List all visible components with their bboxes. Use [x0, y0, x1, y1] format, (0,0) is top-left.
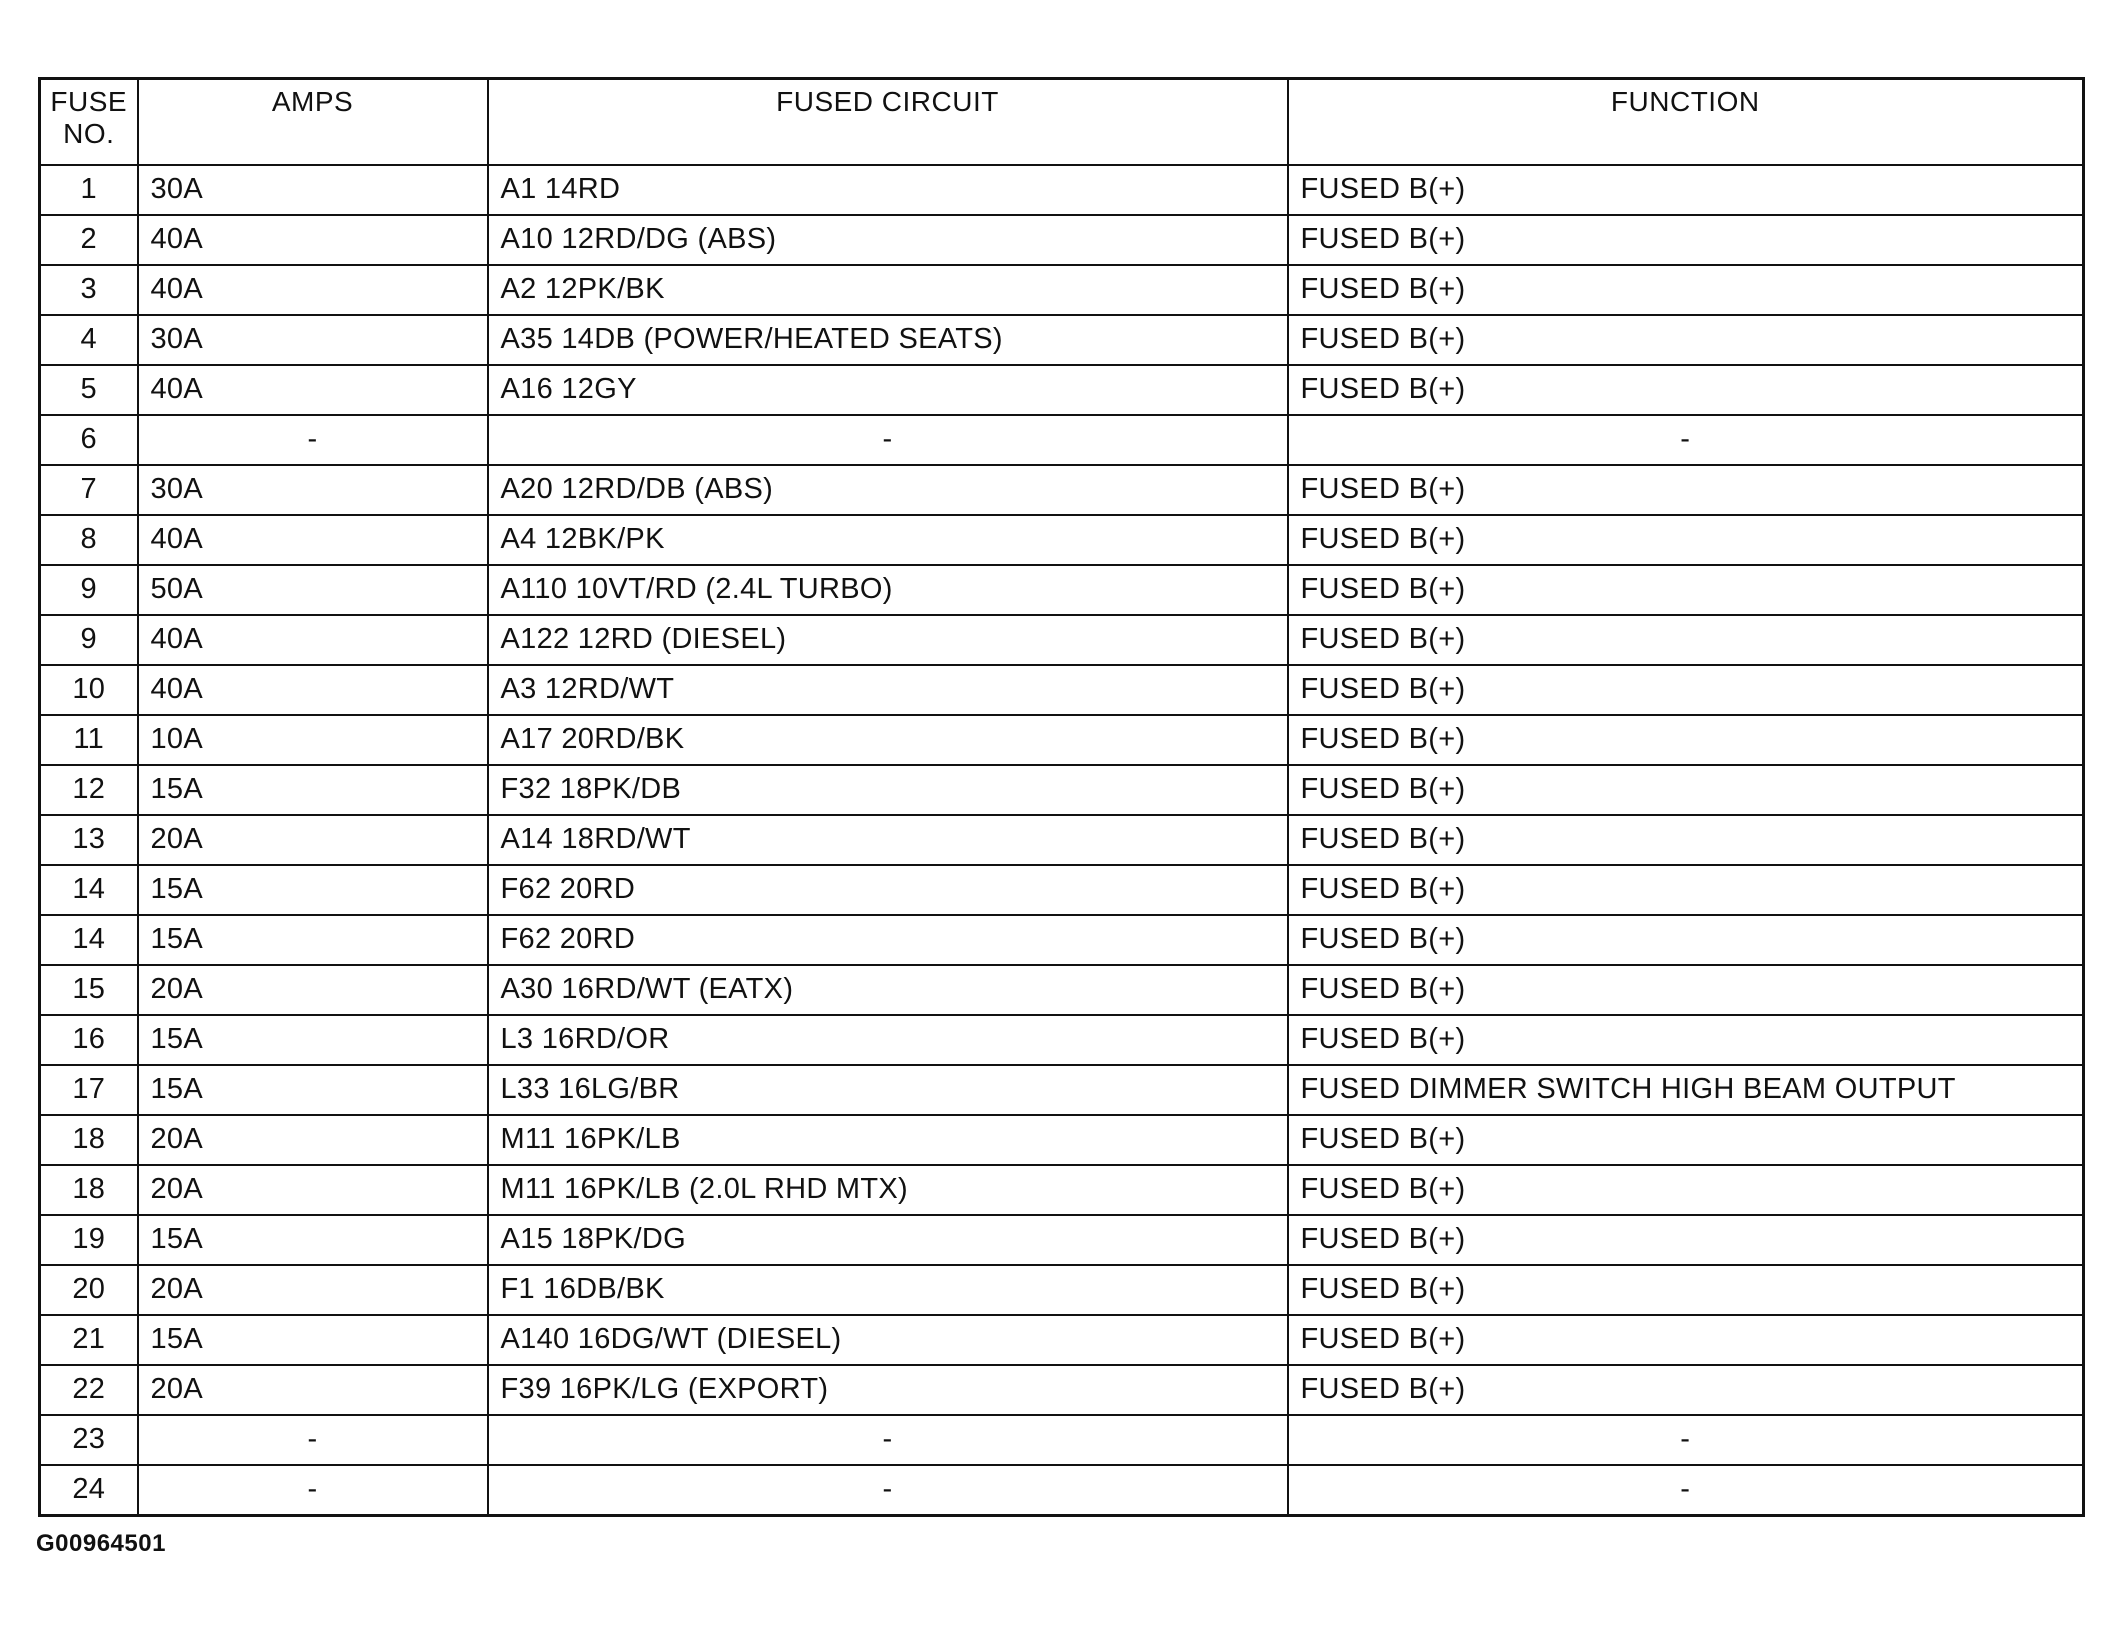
table-row	[40, 1365, 2084, 1415]
cell-fused-circuit: A122 12RD (DIESEL)	[488, 615, 1288, 665]
cell-fused-circuit: M11 16PK/LB (2.0L RHD MTX)	[488, 1165, 1288, 1215]
cell-function: FUSED B(+)	[1288, 465, 2084, 515]
cell-fuse-no: 14	[40, 865, 138, 915]
cell-fused-circuit: L33 16LG/BR	[488, 1065, 1288, 1115]
cell-fused-circuit: L3 16RD/OR	[488, 1015, 1288, 1065]
cell-fuse-no: 5	[40, 365, 138, 415]
cell-fused-circuit: F62 20RD	[488, 865, 1288, 915]
cell-fuse-no: 2	[40, 215, 138, 265]
cell-amps: 40A	[138, 615, 488, 665]
cell-amps: 15A	[138, 865, 488, 915]
cell-function: -	[1288, 415, 2084, 465]
cell-function: FUSED DIMMER SWITCH HIGH BEAM OUTPUT	[1288, 1065, 2084, 1115]
cell-function: FUSED B(+)	[1288, 1315, 2084, 1365]
cell-fuse-no: 6	[40, 415, 138, 465]
cell-fused-circuit: A15 18PK/DG	[488, 1215, 1288, 1265]
cell-function: FUSED B(+)	[1288, 615, 2084, 665]
cell-fused-circuit: A35 14DB (POWER/HEATED SEATS)	[488, 315, 1288, 365]
table-row	[40, 1215, 2084, 1265]
cell-fuse-no: 8	[40, 515, 138, 565]
cell-fuse-no: 3	[40, 265, 138, 315]
table-row	[40, 615, 2084, 665]
table-row	[40, 965, 2084, 1015]
table-row	[40, 1415, 2084, 1465]
cell-function: FUSED B(+)	[1288, 865, 2084, 915]
cell-amps: 20A	[138, 1165, 488, 1215]
cell-fused-circuit: A110 10VT/RD (2.4L TURBO)	[488, 565, 1288, 615]
table-row	[40, 815, 2084, 865]
header-amps: AMPS	[138, 79, 488, 166]
cell-fuse-no: 23	[40, 1415, 138, 1465]
cell-fused-circuit: A10 12RD/DG (ABS)	[488, 215, 1288, 265]
table-row	[40, 865, 2084, 915]
cell-function: FUSED B(+)	[1288, 965, 2084, 1015]
cell-amps: 40A	[138, 365, 488, 415]
table-row	[40, 715, 2084, 765]
cell-fuse-no: 20	[40, 1265, 138, 1315]
table-row	[40, 1465, 2084, 1516]
cell-amps: 15A	[138, 1065, 488, 1115]
cell-amps: 30A	[138, 315, 488, 365]
figure-id: G00964501	[36, 1530, 166, 1557]
cell-fused-circuit: A30 16RD/WT (EATX)	[488, 965, 1288, 1015]
cell-amps: 15A	[138, 915, 488, 965]
cell-function: -	[1288, 1465, 2084, 1516]
cell-fused-circuit: A17 20RD/BK	[488, 715, 1288, 765]
table-row	[40, 565, 2084, 615]
cell-amps: 15A	[138, 1215, 488, 1265]
cell-fuse-no: 22	[40, 1365, 138, 1415]
cell-amps: -	[138, 415, 488, 465]
cell-fuse-no: 19	[40, 1215, 138, 1265]
cell-amps: 15A	[138, 765, 488, 815]
cell-function: FUSED B(+)	[1288, 915, 2084, 965]
cell-fuse-no: 9	[40, 565, 138, 615]
cell-fuse-no: 9	[40, 615, 138, 665]
cell-amps: 20A	[138, 965, 488, 1015]
cell-fused-circuit: F32 18PK/DB	[488, 765, 1288, 815]
cell-fused-circuit: A1 14RD	[488, 165, 1288, 215]
cell-function: -	[1288, 1415, 2084, 1465]
cell-function: FUSED B(+)	[1288, 765, 2084, 815]
cell-fuse-no: 18	[40, 1165, 138, 1215]
cell-fuse-no: 18	[40, 1115, 138, 1165]
cell-amps: 15A	[138, 1015, 488, 1065]
table-header-row	[40, 79, 2084, 166]
table-row	[40, 165, 2084, 215]
cell-fused-circuit: -	[488, 1415, 1288, 1465]
cell-function: FUSED B(+)	[1288, 265, 2084, 315]
table-row	[40, 215, 2084, 265]
cell-fuse-no: 1	[40, 165, 138, 215]
cell-fused-circuit: A140 16DG/WT (DIESEL)	[488, 1315, 1288, 1365]
table-row	[40, 465, 2084, 515]
table-row	[40, 1115, 2084, 1165]
table-row	[40, 1315, 2084, 1365]
cell-fuse-no: 11	[40, 715, 138, 765]
cell-fused-circuit: F62 20RD	[488, 915, 1288, 965]
header-fuse-no: FUSE NO.	[40, 79, 138, 166]
table-body	[40, 165, 2084, 1516]
cell-amps: 15A	[138, 1315, 488, 1365]
table-row	[40, 765, 2084, 815]
cell-function: FUSED B(+)	[1288, 715, 2084, 765]
cell-amps: 20A	[138, 1265, 488, 1315]
cell-fused-circuit: A3 12RD/WT	[488, 665, 1288, 715]
cell-function: FUSED B(+)	[1288, 565, 2084, 615]
cell-function: FUSED B(+)	[1288, 815, 2084, 865]
cell-function: FUSED B(+)	[1288, 165, 2084, 215]
cell-fused-circuit: -	[488, 415, 1288, 465]
cell-amps: 20A	[138, 815, 488, 865]
cell-amps: 10A	[138, 715, 488, 765]
cell-fuse-no: 21	[40, 1315, 138, 1365]
cell-amps: -	[138, 1465, 488, 1516]
cell-fuse-no: 16	[40, 1015, 138, 1065]
cell-function: FUSED B(+)	[1288, 315, 2084, 365]
cell-fused-circuit: -	[488, 1465, 1288, 1516]
cell-amps: 30A	[138, 165, 488, 215]
table-row	[40, 265, 2084, 315]
cell-fuse-no: 17	[40, 1065, 138, 1115]
cell-fuse-no: 14	[40, 915, 138, 965]
cell-function: FUSED B(+)	[1288, 515, 2084, 565]
cell-function: FUSED B(+)	[1288, 365, 2084, 415]
cell-fuse-no: 7	[40, 465, 138, 515]
cell-fused-circuit: A4 12BK/PK	[488, 515, 1288, 565]
cell-fused-circuit: A2 12PK/BK	[488, 265, 1288, 315]
cell-function: FUSED B(+)	[1288, 665, 2084, 715]
cell-fuse-no: 15	[40, 965, 138, 1015]
cell-fuse-no: 10	[40, 665, 138, 715]
cell-function: FUSED B(+)	[1288, 1265, 2084, 1315]
table-row	[40, 915, 2084, 965]
table-row	[40, 1165, 2084, 1215]
cell-fused-circuit: A16 12GY	[488, 365, 1288, 415]
table-row	[40, 665, 2084, 715]
cell-amps: 20A	[138, 1115, 488, 1165]
cell-function: FUSED B(+)	[1288, 1215, 2084, 1265]
cell-fused-circuit: A14 18RD/WT	[488, 815, 1288, 865]
cell-fused-circuit: F39 16PK/LG (EXPORT)	[488, 1365, 1288, 1415]
header-function: FUNCTION	[1288, 79, 2084, 166]
cell-amps: 40A	[138, 665, 488, 715]
cell-amps: 30A	[138, 465, 488, 515]
cell-fused-circuit: M11 16PK/LB	[488, 1115, 1288, 1165]
table-row	[40, 365, 2084, 415]
table-row	[40, 1265, 2084, 1315]
cell-function: FUSED B(+)	[1288, 1115, 2084, 1165]
cell-amps: -	[138, 1415, 488, 1465]
cell-fuse-no: 13	[40, 815, 138, 865]
cell-amps: 50A	[138, 565, 488, 615]
cell-function: FUSED B(+)	[1288, 1015, 2084, 1065]
cell-fuse-no: 12	[40, 765, 138, 815]
cell-fused-circuit: F1 16DB/BK	[488, 1265, 1288, 1315]
table-row	[40, 415, 2084, 465]
fuse-table	[38, 77, 2085, 1517]
cell-amps: 40A	[138, 215, 488, 265]
cell-function: FUSED B(+)	[1288, 1365, 2084, 1415]
table-row	[40, 1065, 2084, 1115]
table-row	[40, 515, 2084, 565]
header-fused-circuit: FUSED CIRCUIT	[488, 79, 1288, 166]
table-row	[40, 315, 2084, 365]
cell-fused-circuit: A20 12RD/DB (ABS)	[488, 465, 1288, 515]
table-row	[40, 1015, 2084, 1065]
cell-fuse-no: 24	[40, 1465, 138, 1516]
cell-fuse-no: 4	[40, 315, 138, 365]
cell-function: FUSED B(+)	[1288, 215, 2084, 265]
cell-amps: 20A	[138, 1365, 488, 1415]
cell-amps: 40A	[138, 515, 488, 565]
cell-function: FUSED B(+)	[1288, 1165, 2084, 1215]
cell-amps: 40A	[138, 265, 488, 315]
